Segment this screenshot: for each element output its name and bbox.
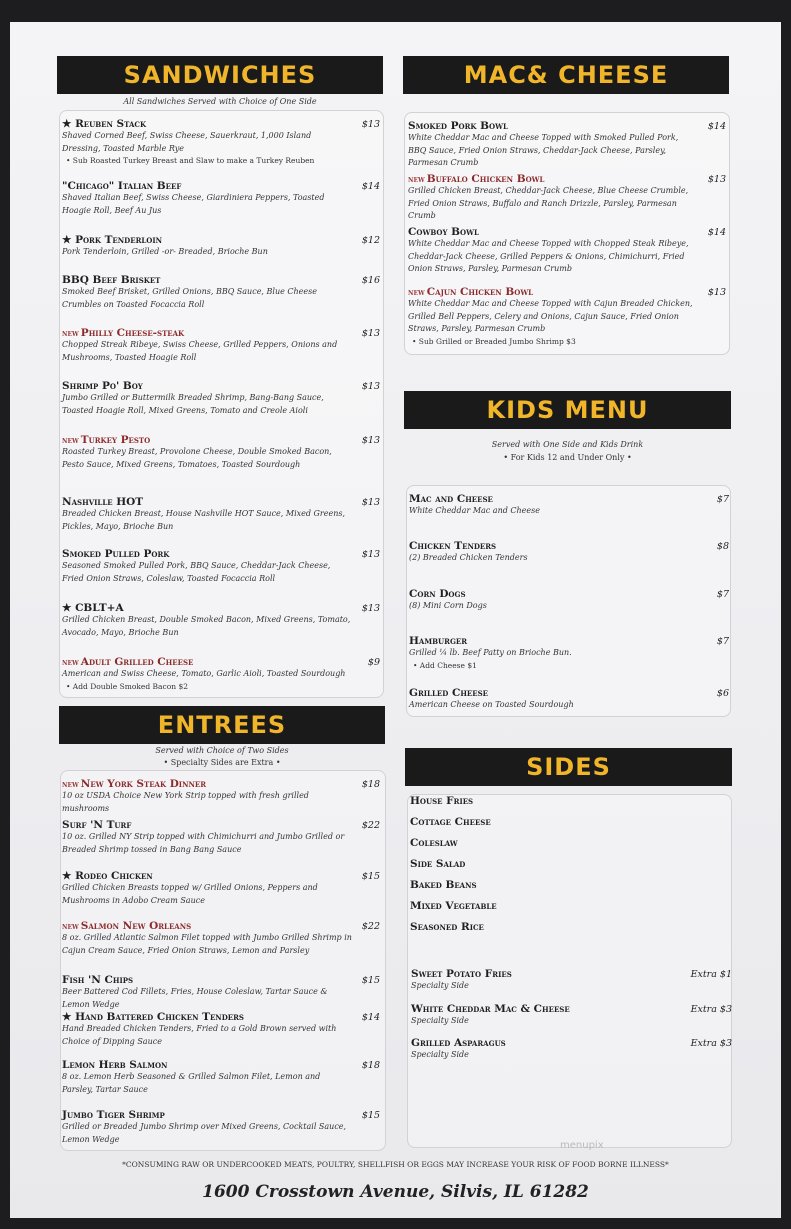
sandwiches-item bbox=[62, 274, 352, 311]
sandwiches-item-desc: Pork Tenderloin, Grilled -or- Breaded, Brioche Bun bbox=[62, 247, 268, 256]
sides-banner bbox=[405, 748, 732, 786]
side-item: Side Salad bbox=[410, 858, 466, 870]
mac-item-note: • Sub Grilled or Breaded Jumbo Shrimp $3 bbox=[412, 336, 576, 346]
sandwiches-item-name bbox=[62, 180, 352, 192]
entrees-item-price: $15 bbox=[361, 975, 380, 986]
specialty-side-price: Extra $3 bbox=[690, 1038, 732, 1049]
kids-item-title: Grilled Cheese bbox=[409, 687, 488, 699]
entrees-item bbox=[62, 870, 352, 907]
sandwiches-item-desc: Breaded Chicken Breast, House Nashville HOT Sauce, Mixed Greens, Pickles, Mayo, Brioche Bun bbox=[62, 509, 346, 531]
entrees-item-title: New York Steak Dinner bbox=[80, 778, 207, 790]
sandwiches-item-price: $13 bbox=[361, 603, 380, 614]
new-badge: NEW bbox=[408, 290, 425, 297]
specialty-side-desc: Specialty Side bbox=[411, 1050, 469, 1059]
specialty-side-name: Grilled Asparagus bbox=[411, 1037, 506, 1049]
kids-item bbox=[409, 493, 689, 518]
sandwiches-banner bbox=[57, 56, 383, 94]
entrees-item-desc: 10 oz USDA Choice New York Strip topped with fresh grilled mushrooms bbox=[62, 791, 309, 813]
sandwiches-item-title: "Chicago" Italian Beef bbox=[62, 180, 182, 192]
mac-item-name bbox=[408, 120, 698, 132]
kids-item-title: Corn Dogs bbox=[409, 588, 466, 600]
entrees-item-title: ★ Hand Battered Chicken Tenders bbox=[62, 1011, 244, 1023]
entrees-item-desc: 10 oz. Grilled NY Strip topped with Chimichurri and Jumbo Grilled or Breaded Shrimp tossed in Bang Bang Sauce bbox=[62, 832, 345, 854]
kids-item-desc: Grilled ¼ lb. Beef Patty on Brioche Bun. bbox=[409, 648, 572, 657]
kids-title: KIDS MENU bbox=[486, 396, 649, 424]
entrees-item bbox=[62, 1059, 352, 1096]
entrees-specialty-note: • Specialty Sides are Extra • bbox=[163, 758, 281, 767]
kids-item-price: $8 bbox=[716, 541, 729, 552]
entrees-item-name bbox=[62, 1109, 352, 1121]
entrees-item-title: Surf 'N Turf bbox=[62, 819, 132, 831]
new-badge: NEW bbox=[62, 782, 79, 789]
kids-age-note: • For Kids 12 and Under Only • bbox=[503, 453, 632, 462]
sandwiches-item-name bbox=[62, 380, 352, 392]
sandwiches-item-desc: Shaved Corned Beef, Swiss Cheese, Sauerkraut, 1,000 Island Dressing, Toasted Marble Rye bbox=[62, 131, 312, 153]
entrees-item-name bbox=[62, 778, 352, 790]
kids-item bbox=[409, 635, 689, 672]
sandwiches-item-title: Smoked Pulled Pork bbox=[62, 548, 170, 560]
kids-item-price: $7 bbox=[716, 636, 729, 647]
sandwiches-item-name bbox=[62, 234, 352, 246]
entrees-item-desc: Grilled or Breaded Jumbo Shrimp over Mixed Greens, Cocktail Sauce, Lemon Wedge bbox=[62, 1122, 347, 1144]
entrees-item-price: $18 bbox=[361, 779, 380, 790]
kids-item-name bbox=[409, 493, 689, 505]
entrees-item-desc: 8 oz. Lemon Herb Seasoned & Grilled Salmon Filet, Lemon and Parsley, Tartar Sauce bbox=[62, 1072, 321, 1094]
sandwiches-item-title: Nashville HOT bbox=[62, 496, 144, 508]
specialty-side-name: White Cheddar Mac & Cheese bbox=[411, 1003, 570, 1015]
entrees-item bbox=[62, 778, 352, 815]
sandwiches-item-price: $13 bbox=[361, 497, 380, 508]
kids-item-price: $7 bbox=[716, 589, 729, 600]
kids-item-name bbox=[409, 540, 689, 552]
entrees-item-price: $22 bbox=[361, 921, 380, 932]
mac-item-title: Smoked Pork Bowl bbox=[408, 120, 508, 132]
side-item: Mixed Vegetable bbox=[410, 900, 497, 912]
kids-item bbox=[409, 588, 689, 613]
sandwiches-item-name bbox=[62, 118, 352, 130]
side-item: Baked Beans bbox=[410, 879, 477, 891]
specialty-side-item bbox=[411, 968, 661, 993]
new-badge: NEW bbox=[62, 331, 79, 338]
watermark-text: menupix bbox=[560, 1140, 604, 1151]
menu-sheet bbox=[10, 22, 781, 1218]
kids-item-price: $7 bbox=[716, 494, 729, 505]
kids-item-desc: American Cheese on Toasted Sourdough bbox=[409, 700, 574, 709]
sandwiches-item bbox=[62, 548, 352, 585]
entrees-item-price: $22 bbox=[361, 820, 380, 831]
sandwiches-item bbox=[62, 180, 352, 217]
sandwiches-item-desc: American and Swiss Cheese, Tomato, Garlic Aioli, Toasted Sourdough bbox=[62, 669, 346, 678]
entrees-item-price: $15 bbox=[361, 871, 380, 882]
mac-item-desc: White Cheddar Mac and Cheese Topped with Chopped Steak Ribeye, Cheddar-Jack Cheese, Grilled Peppers & Onions, Chimichurri, Fried Onion Straws, Parsley, Parmesan Crumb bbox=[408, 239, 689, 273]
sandwiches-item-desc: Smoked Beef Brisket, Grilled Onions, BBQ Sauce, Blue Cheese Crumbles on Toasted Focaccia Roll bbox=[62, 287, 317, 309]
mac-item-desc: White Cheddar Mac and Cheese Topped with Smoked Pulled Pork, BBQ Sauce, Fried Onion Straws, Cheddar-Jack Cheese, Parsley, Parmesan Crumb bbox=[408, 133, 679, 167]
mac-item-price: $13 bbox=[707, 287, 726, 298]
specialty-side-item bbox=[411, 1037, 661, 1062]
mac-banner bbox=[403, 56, 729, 94]
mac-item-desc: White Cheddar Mac and Cheese Topped with Cajun Breaded Chicken, Grilled Bell Peppers, Celery and Onions, Cajun Sauce, Fried Onion Straws, Parsley, Parmesan Crumb bbox=[408, 299, 693, 333]
sandwiches-item-price: $9 bbox=[367, 657, 380, 668]
mac-item bbox=[408, 226, 698, 276]
specialty-side-name: Sweet Potato Fries bbox=[411, 968, 512, 980]
sandwiches-item-desc: Shaved Italian Beef, Swiss Cheese, Giardiniera Peppers, Toasted Hoagie Roll, Beef Au Jus bbox=[62, 193, 325, 215]
sandwiches-item-title: ★ Reuben Stack bbox=[62, 118, 147, 130]
sandwiches-item-name bbox=[62, 656, 352, 668]
sandwiches-subtitle: All Sandwiches Served with Choice of One Side bbox=[123, 97, 317, 106]
sandwiches-item-name bbox=[62, 274, 352, 286]
specialty-side-price: Extra $3 bbox=[690, 1004, 732, 1015]
specialty-side-price: Extra $1 bbox=[690, 969, 732, 980]
side-item: House Fries bbox=[410, 795, 474, 807]
kids-banner bbox=[404, 391, 731, 429]
sandwiches-item-title: ★ CBLT+A bbox=[62, 602, 124, 614]
sandwiches-item-price: $14 bbox=[361, 181, 380, 192]
sandwiches-item bbox=[62, 434, 352, 471]
sandwiches-title: SANDWICHES bbox=[123, 61, 317, 89]
entrees-item-title: Fish 'N Chips bbox=[62, 974, 134, 986]
entrees-item bbox=[62, 1011, 352, 1048]
entrees-item bbox=[62, 974, 352, 1011]
sandwiches-item-name bbox=[62, 496, 352, 508]
entrees-item-title: Salmon New Orleans bbox=[80, 920, 192, 932]
sandwiches-item bbox=[62, 380, 352, 417]
entrees-item-desc: 8 oz. Grilled Atlantic Salmon Filet topped with Jumbo Grilled Shrimp in Cajun Cream Sauce, Fried Onion Straws, Lemon and Parsley bbox=[62, 933, 352, 955]
kids-item-note: • Add Cheese $1 bbox=[413, 660, 477, 670]
mac-item bbox=[408, 120, 698, 170]
sandwiches-item-desc: Roasted Turkey Breast, Provolone Cheese, Double Smoked Bacon, Pesto Sauce, Mixed Greens, Tomatoes, Toasted Sourdough bbox=[62, 447, 332, 469]
sandwiches-item bbox=[62, 327, 352, 364]
entrees-item bbox=[62, 819, 352, 856]
new-badge: NEW bbox=[408, 177, 425, 184]
entrees-item-name bbox=[62, 870, 352, 882]
kids-item-price: $6 bbox=[716, 688, 729, 699]
entrees-item-name bbox=[62, 974, 352, 986]
sandwiches-item-name bbox=[62, 434, 352, 446]
sandwiches-item-price: $13 bbox=[361, 119, 380, 130]
sandwiches-item-title: BBQ Beef Brisket bbox=[62, 274, 161, 286]
sandwiches-item-price: $13 bbox=[361, 328, 380, 339]
mac-item-title: Cajun Chicken Bowl bbox=[426, 286, 534, 298]
mac-item bbox=[408, 286, 698, 348]
sandwiches-item bbox=[62, 118, 352, 167]
sandwiches-item-price: $13 bbox=[361, 549, 380, 560]
kids-subtitle: Served with One Side and Kids Drink bbox=[491, 440, 644, 449]
sandwiches-item-desc: Jumbo Grilled or Buttermilk Breaded Shrimp, Bang-Bang Sauce, Toasted Hoagie Roll, Mixed Greens, Tomato and Creole Aioli bbox=[62, 393, 324, 415]
entrees-item bbox=[62, 920, 352, 957]
mac-item-title: Cowboy Bowl bbox=[408, 226, 479, 238]
sandwiches-item-title: Turkey Pesto bbox=[80, 434, 151, 446]
sandwiches-item-name bbox=[62, 602, 352, 614]
entrees-item-name bbox=[62, 1011, 352, 1023]
sandwiches-item-price: $13 bbox=[361, 381, 380, 392]
entrees-item-desc: Grilled Chicken Breasts topped w/ Grilled Onions, Peppers and Mushrooms in Adobo Cream Sauce bbox=[62, 883, 318, 905]
sandwiches-item-title: Shrimp Po' Boy bbox=[62, 380, 143, 392]
kids-item-desc: White Cheddar Mac and Cheese bbox=[409, 506, 540, 515]
sandwiches-item-name bbox=[62, 548, 352, 560]
side-item: Seasoned Rice bbox=[410, 921, 484, 933]
sandwiches-item bbox=[62, 656, 352, 693]
entrees-item-name bbox=[62, 920, 352, 932]
sandwiches-item-desc: Grilled Chicken Breast, Double Smoked Bacon, Mixed Greens, Tomato, Avocado, Mayo, Brioche Bun bbox=[62, 615, 351, 637]
entrees-item bbox=[62, 1109, 352, 1146]
entrees-item-name bbox=[62, 819, 352, 831]
kids-item-title: Chicken Tenders bbox=[409, 540, 497, 552]
kids-item-title: Mac and Cheese bbox=[409, 493, 493, 505]
entrees-item-desc: Hand Breaded Chicken Tenders, Fried to a Gold Brown served with Choice of Dipping Sauce bbox=[62, 1024, 337, 1046]
sandwiches-item-title: Adult Grilled Cheese bbox=[80, 656, 194, 668]
mac-item-price: $14 bbox=[707, 121, 726, 132]
sides-title: SIDES bbox=[526, 753, 611, 781]
kids-item-name bbox=[409, 588, 689, 600]
entrees-item-title: Lemon Herb Salmon bbox=[62, 1059, 168, 1071]
mac-item-title: Buffalo Chicken Bowl bbox=[426, 173, 545, 185]
entrees-item-price: $18 bbox=[361, 1060, 380, 1071]
entrees-title: ENTREES bbox=[157, 711, 287, 739]
entrees-item-name bbox=[62, 1059, 352, 1071]
mac-item-price: $14 bbox=[707, 227, 726, 238]
kids-item-name bbox=[409, 687, 689, 699]
mac-item-price: $13 bbox=[707, 174, 726, 185]
sandwiches-item-price: $16 bbox=[361, 275, 380, 286]
restaurant-address: 1600 Crosstown Avenue, Silvis, IL 61282 bbox=[202, 1182, 589, 1202]
entrees-item-desc: Beer Battered Cod Fillets, Fries, House Coleslaw, Tartar Sauce & Lemon Wedge bbox=[62, 987, 328, 1009]
side-item: Coleslaw bbox=[410, 837, 458, 849]
sandwiches-item-price: $13 bbox=[361, 435, 380, 446]
entrees-subtitle: Served with Choice of Two Sides bbox=[155, 746, 289, 755]
mac-item-desc: Grilled Chicken Breast, Cheddar-Jack Cheese, Blue Cheese Crumble, Fried Onion Straws, Buffalo and Ranch Drizzle, Parsley, Parmesan Crumb bbox=[408, 186, 689, 220]
sandwiches-item-title: ★ Pork Tenderloin bbox=[62, 234, 163, 246]
sandwiches-item-note: • Add Double Smoked Bacon $2 bbox=[66, 681, 188, 691]
sandwiches-item-price: $12 bbox=[361, 235, 380, 246]
kids-item bbox=[409, 687, 689, 712]
mac-item bbox=[408, 173, 698, 223]
sandwiches-item bbox=[62, 234, 352, 259]
kids-item bbox=[409, 540, 689, 565]
sandwiches-item-note: • Sub Roasted Turkey Breast and Slaw to make a Turkey Reuben bbox=[66, 156, 315, 165]
sandwiches-item bbox=[62, 496, 352, 533]
kids-item-title: Hamburger bbox=[409, 635, 468, 647]
entrees-item-price: $14 bbox=[361, 1012, 380, 1023]
sandwiches-item-desc: Chopped Streak Ribeye, Swiss Cheese, Grilled Peppers, Onions and Mushrooms, Toasted Hoagie Roll bbox=[62, 340, 338, 362]
mac-item-name bbox=[408, 226, 698, 238]
new-badge: NEW bbox=[62, 438, 79, 445]
entrees-item-price: $15 bbox=[361, 1110, 380, 1121]
mac-item-name bbox=[408, 173, 698, 185]
new-badge: NEW bbox=[62, 924, 79, 931]
sandwiches-item-desc: Seasoned Smoked Pulled Pork, BBQ Sauce, Cheddar-Jack Cheese, Fried Onion Straws, Coleslaw, Toasted Focaccia Roll bbox=[62, 561, 331, 583]
specialty-side-item bbox=[411, 1003, 661, 1028]
side-item: Cottage Cheese bbox=[410, 816, 491, 828]
new-badge: NEW bbox=[62, 660, 79, 667]
mac-title: MAC& CHEESE bbox=[463, 61, 669, 89]
sandwiches-item-name bbox=[62, 327, 352, 339]
consumption-warning: *CONSUMING RAW OR UNDERCOOKED MEATS, POULTRY, SHELLFISH OR EGGS MAY INCREASE YOUR RISK OF FOOD BORNE ILLNESS* bbox=[122, 1160, 669, 1169]
specialty-side-desc: Specialty Side bbox=[411, 981, 469, 990]
entrees-item-title: Jumbo Tiger Shrimp bbox=[62, 1109, 165, 1121]
mac-item-name bbox=[408, 286, 698, 298]
sandwiches-item-title: Philly Cheese-steak bbox=[80, 327, 185, 339]
kids-item-name bbox=[409, 635, 689, 647]
sandwiches-item bbox=[62, 602, 352, 639]
kids-item-desc: (2) Breaded Chicken Tenders bbox=[409, 553, 528, 562]
kids-item-desc: (8) Mini Corn Dogs bbox=[409, 601, 487, 610]
entrees-banner bbox=[59, 706, 385, 744]
entrees-item-title: ★ Rodeo Chicken bbox=[62, 870, 153, 882]
specialty-side-desc: Specialty Side bbox=[411, 1016, 469, 1025]
